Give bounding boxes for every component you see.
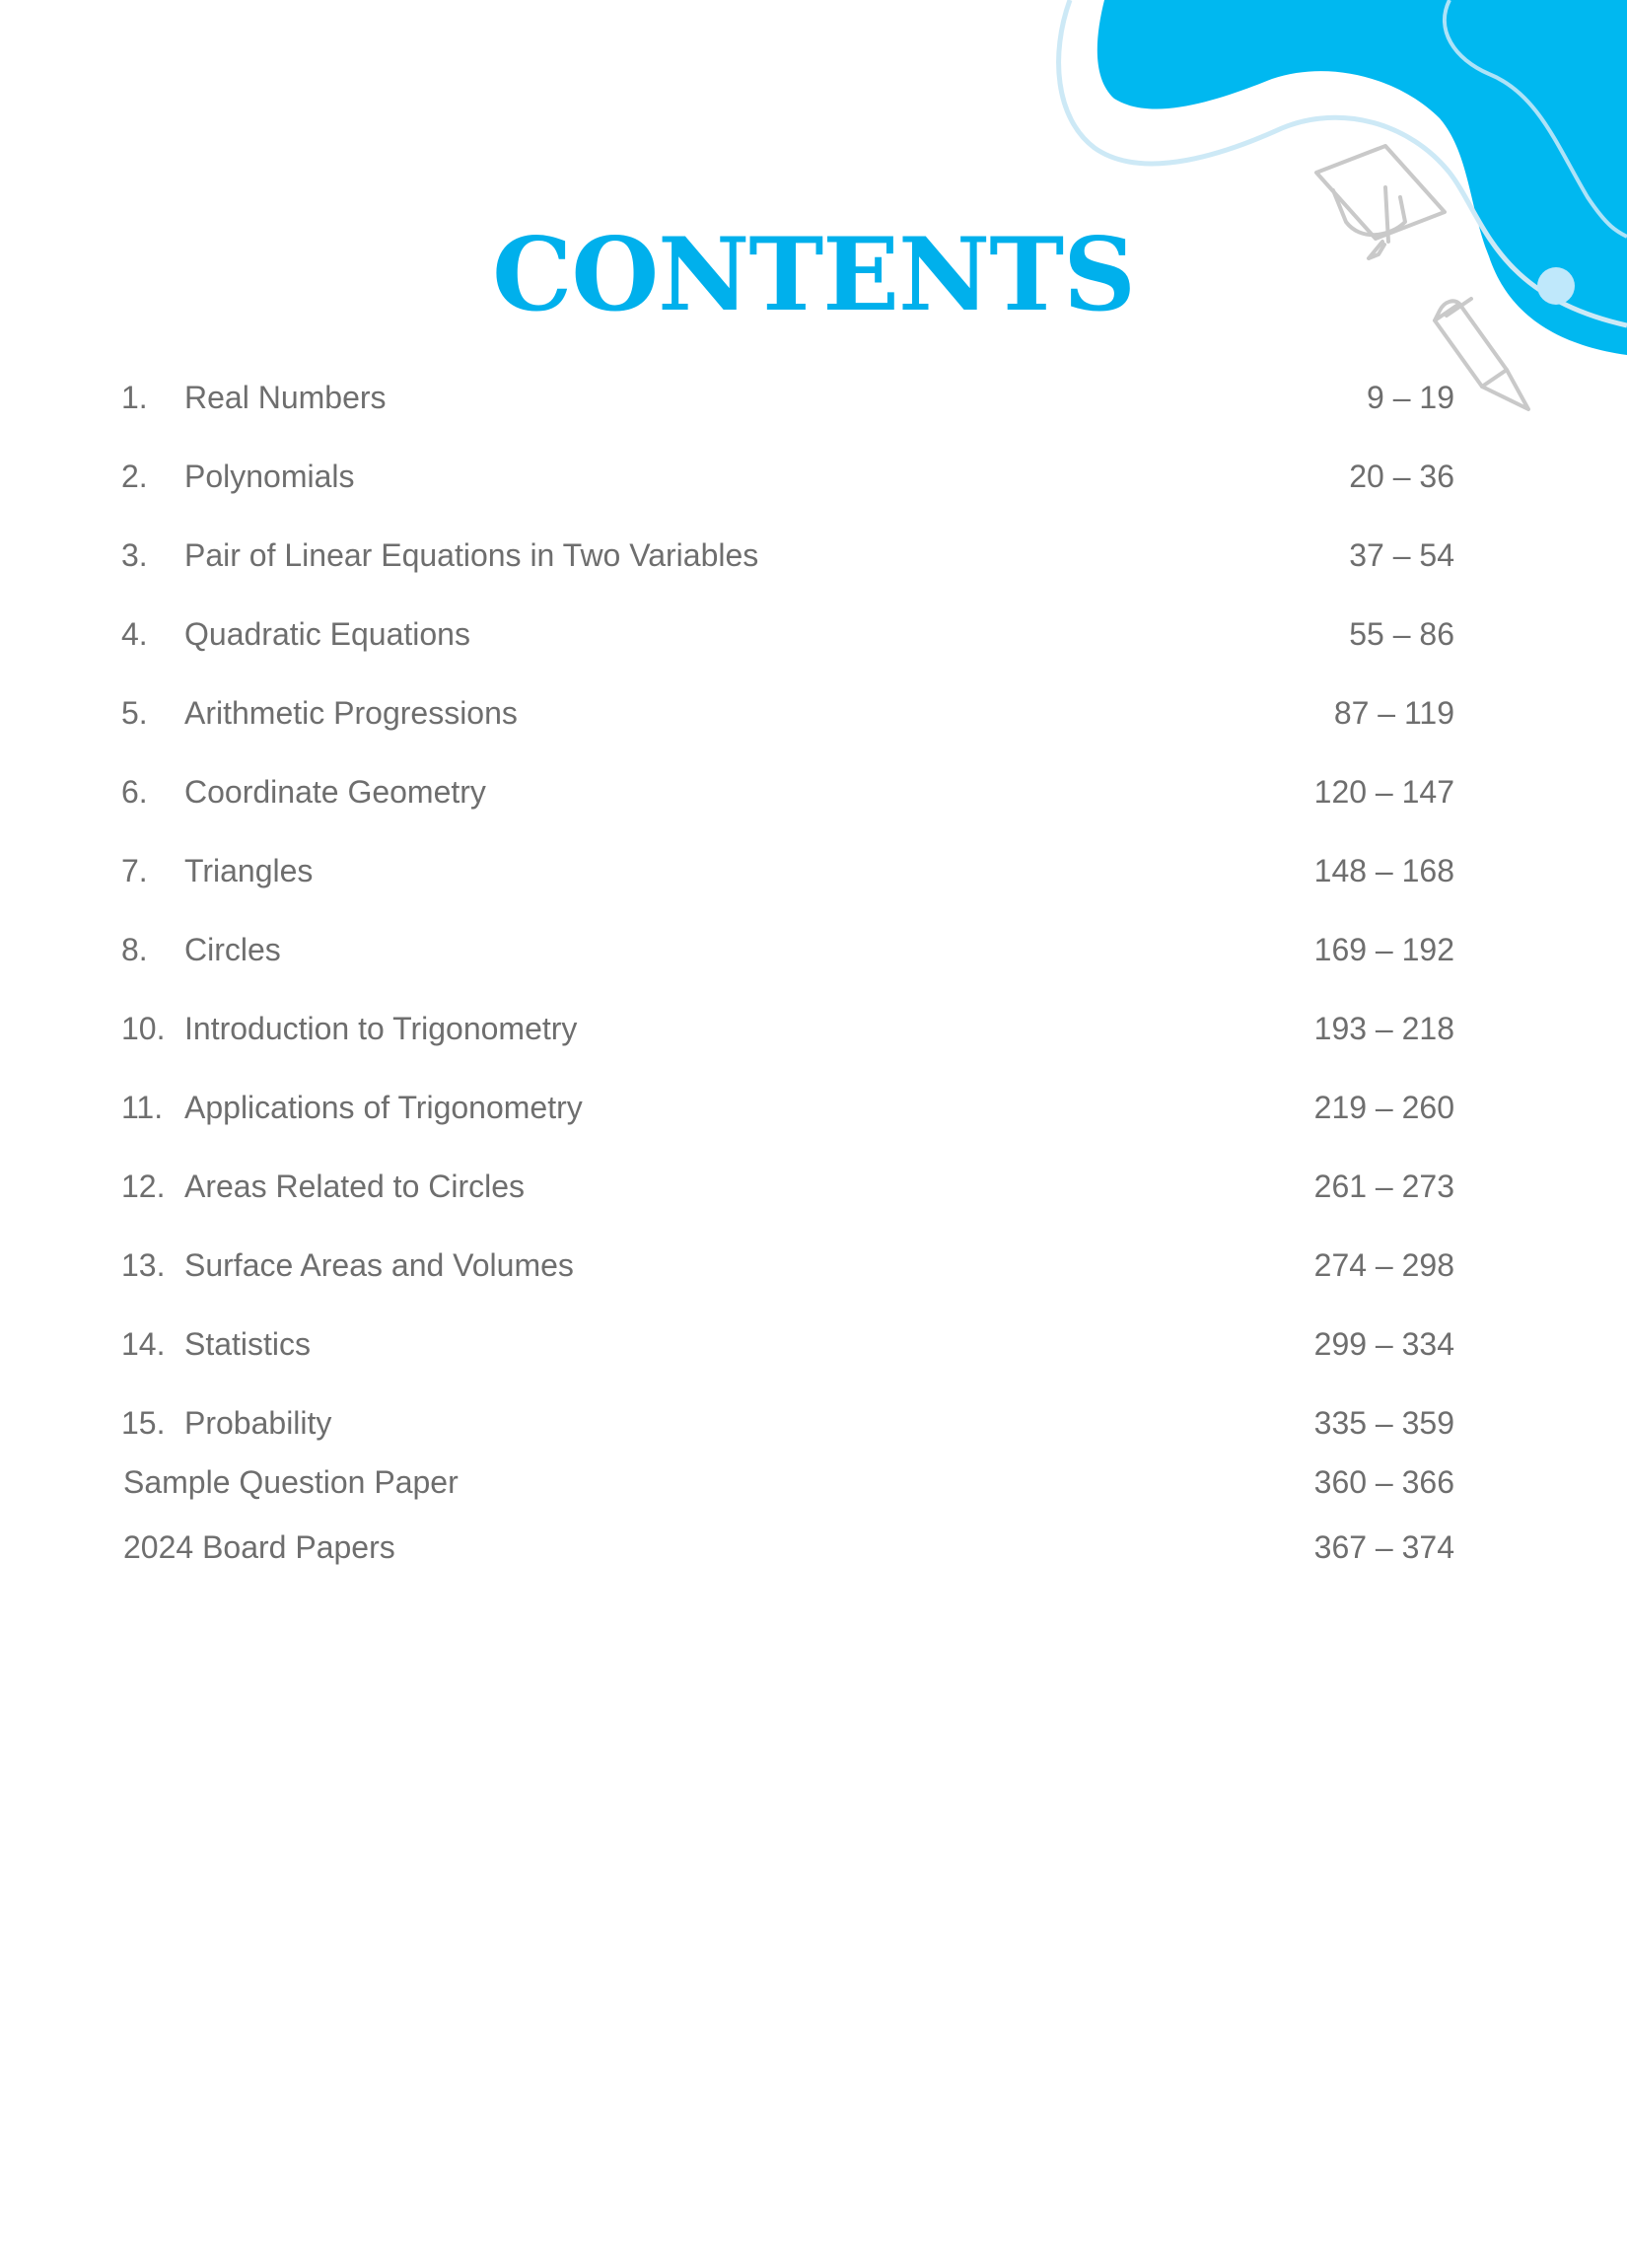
chapter-title: Real Numbers: [184, 380, 387, 415]
page-range: 360 – 366: [1313, 1464, 1454, 1500]
chapter-number: 4.: [121, 616, 148, 652]
chapter-number: 1.: [121, 380, 148, 415]
toc-entry[interactable]: [0, 1004, 1627, 1053]
page-range: 274 – 298: [1313, 1247, 1454, 1283]
chapter-title: Circles: [184, 932, 281, 967]
page-range: 367 – 374: [1313, 1529, 1454, 1565]
page-range: 20 – 36: [1349, 459, 1454, 494]
toc-entry[interactable]: [0, 1319, 1627, 1369]
toc-entry[interactable]: [0, 846, 1627, 895]
chapter-title: Probability: [184, 1405, 332, 1441]
toc-extra-entry[interactable]: [0, 1523, 1627, 1572]
toc-entry[interactable]: [0, 925, 1627, 974]
chapter-title: Introduction to Trigonometry: [184, 1011, 578, 1046]
chapter-title: Triangles: [184, 853, 314, 888]
chapter-title: Polynomials: [184, 459, 355, 494]
page-range: 87 – 119: [1333, 695, 1454, 731]
toc-entry[interactable]: [0, 609, 1627, 659]
chapter-number: 6.: [121, 774, 148, 810]
chapter-number: 2.: [121, 459, 148, 494]
page-range: 120 – 147: [1313, 774, 1454, 810]
page-range: 299 – 334: [1313, 1326, 1454, 1362]
page-range: 193 – 218: [1313, 1011, 1454, 1046]
page-range: 37 – 54: [1349, 537, 1454, 573]
page-range: 169 – 192: [1313, 932, 1454, 967]
chapter-title: Pair of Linear Equations in Two Variables: [184, 537, 759, 573]
page-range: 261 – 273: [1313, 1169, 1454, 1204]
chapter-number: 5.: [121, 695, 148, 731]
toc-entry[interactable]: [0, 1398, 1627, 1448]
chapter-number: 10.: [121, 1011, 166, 1046]
page-range: 55 – 86: [1349, 616, 1454, 652]
page-range: 9 – 19: [1367, 380, 1454, 415]
toc-entry[interactable]: [0, 1240, 1627, 1290]
toc-extra-entry[interactable]: [0, 1457, 1627, 1507]
chapter-title: Applications of Trigonometry: [184, 1090, 583, 1125]
page-range: 219 – 260: [1313, 1090, 1454, 1125]
toc-entry[interactable]: [0, 373, 1627, 422]
chapter-number: 8.: [121, 932, 148, 967]
chapter-number: 13.: [121, 1247, 166, 1283]
toc-entry[interactable]: [0, 688, 1627, 738]
chapter-title: Areas Related to Circles: [184, 1169, 526, 1204]
chapter-number: 7.: [121, 853, 148, 888]
toc-entry[interactable]: [0, 1162, 1627, 1211]
extra-title: Sample Question Paper: [123, 1464, 459, 1500]
toc-entry[interactable]: [0, 452, 1627, 501]
page-title: CONTENTS: [492, 216, 1135, 334]
chapter-number: 14.: [121, 1326, 166, 1362]
page-range: 335 – 359: [1313, 1405, 1454, 1441]
chapter-number: 3.: [121, 537, 148, 573]
page-range: 148 – 168: [1313, 853, 1454, 888]
extra-title: 2024 Board Papers: [123, 1529, 395, 1565]
chapter-title: Surface Areas and Volumes: [184, 1247, 574, 1283]
chapter-title: Quadratic Equations: [184, 616, 470, 652]
chapter-title: Coordinate Geometry: [184, 774, 486, 810]
chapter-title: Statistics: [184, 1326, 312, 1362]
chapter-title: Arithmetic Progressions: [184, 695, 518, 731]
toc-entry[interactable]: [0, 1083, 1627, 1132]
chapter-number: 15.: [121, 1405, 166, 1441]
toc-entry[interactable]: [0, 767, 1627, 816]
chapter-number: 12.: [121, 1169, 166, 1204]
chapter-number: 11.: [121, 1090, 164, 1125]
toc-entry[interactable]: [0, 531, 1627, 580]
